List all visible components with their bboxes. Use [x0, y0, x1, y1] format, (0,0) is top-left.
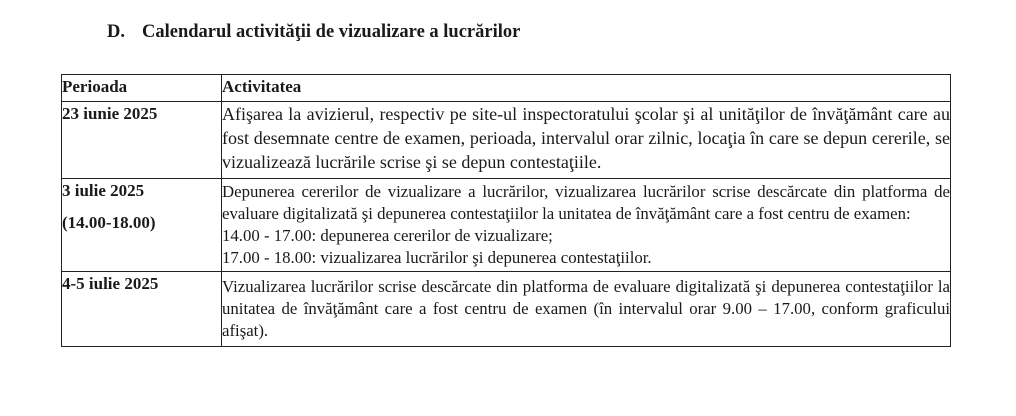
activity-text: Afişarea la avizierul, respectiv pe site-ul inspectoratului şcolar şi al unităţilor de învăţământ care au fost desemnate centre de examen, perioada, intervalul orar zilnic, locaţia în care se depun cererile, se vizualizează lucrările scrise şi se depun contestaţiile. — [222, 104, 950, 172]
section-heading — [107, 22, 520, 43]
activity-cell — [222, 179, 951, 272]
section-letter: D. — [107, 22, 125, 42]
period-date: 23 iunie 2025 — [62, 104, 158, 123]
table-row — [62, 272, 951, 347]
period-cell — [62, 179, 222, 272]
section-title: Calendarul activităţii de vizualizare a lucrărilor — [142, 22, 521, 42]
table-row — [62, 179, 951, 272]
calendar-table — [61, 74, 951, 347]
period-date: 4-5 iulie 2025 — [62, 274, 159, 293]
schedule-item: 14.00 - 17.00: depunerea cererilor de vizualizare; — [222, 226, 553, 245]
period-date: 3 iulie 2025 — [62, 181, 145, 200]
period-cell — [62, 272, 222, 347]
period-cell — [62, 102, 222, 179]
activity-text: Vizualizarea lucrărilor scrise descărcate din platforma de evaluare digitalizată şi depunerea contestaţiilor la unitatea de învăţământ care a fost centru de examen (în intervalul orar 9.00 – 17.00, conform graficului afişat). — [222, 277, 950, 340]
period-hours: (14.00-18.00) — [62, 213, 156, 232]
schedule-item: 17.00 - 18.00: vizualizarea lucrărilor şi depunerea contestaţiilor. — [222, 248, 652, 267]
activity-cell — [222, 272, 951, 347]
header-period: Perioada — [62, 75, 222, 102]
activity-cell — [222, 102, 951, 179]
activity-text: Depunerea cererilor de vizualizare a lucrărilor, vizualizarea lucrărilor scrise descărcate din platforma de evaluare digitalizată şi depunerea contestaţiilor la unitatea de învăţământ care a fost centru de examen: — [222, 182, 950, 223]
header-activity: Activitatea — [222, 75, 951, 102]
table-header-row — [62, 75, 951, 102]
table-row — [62, 102, 951, 179]
